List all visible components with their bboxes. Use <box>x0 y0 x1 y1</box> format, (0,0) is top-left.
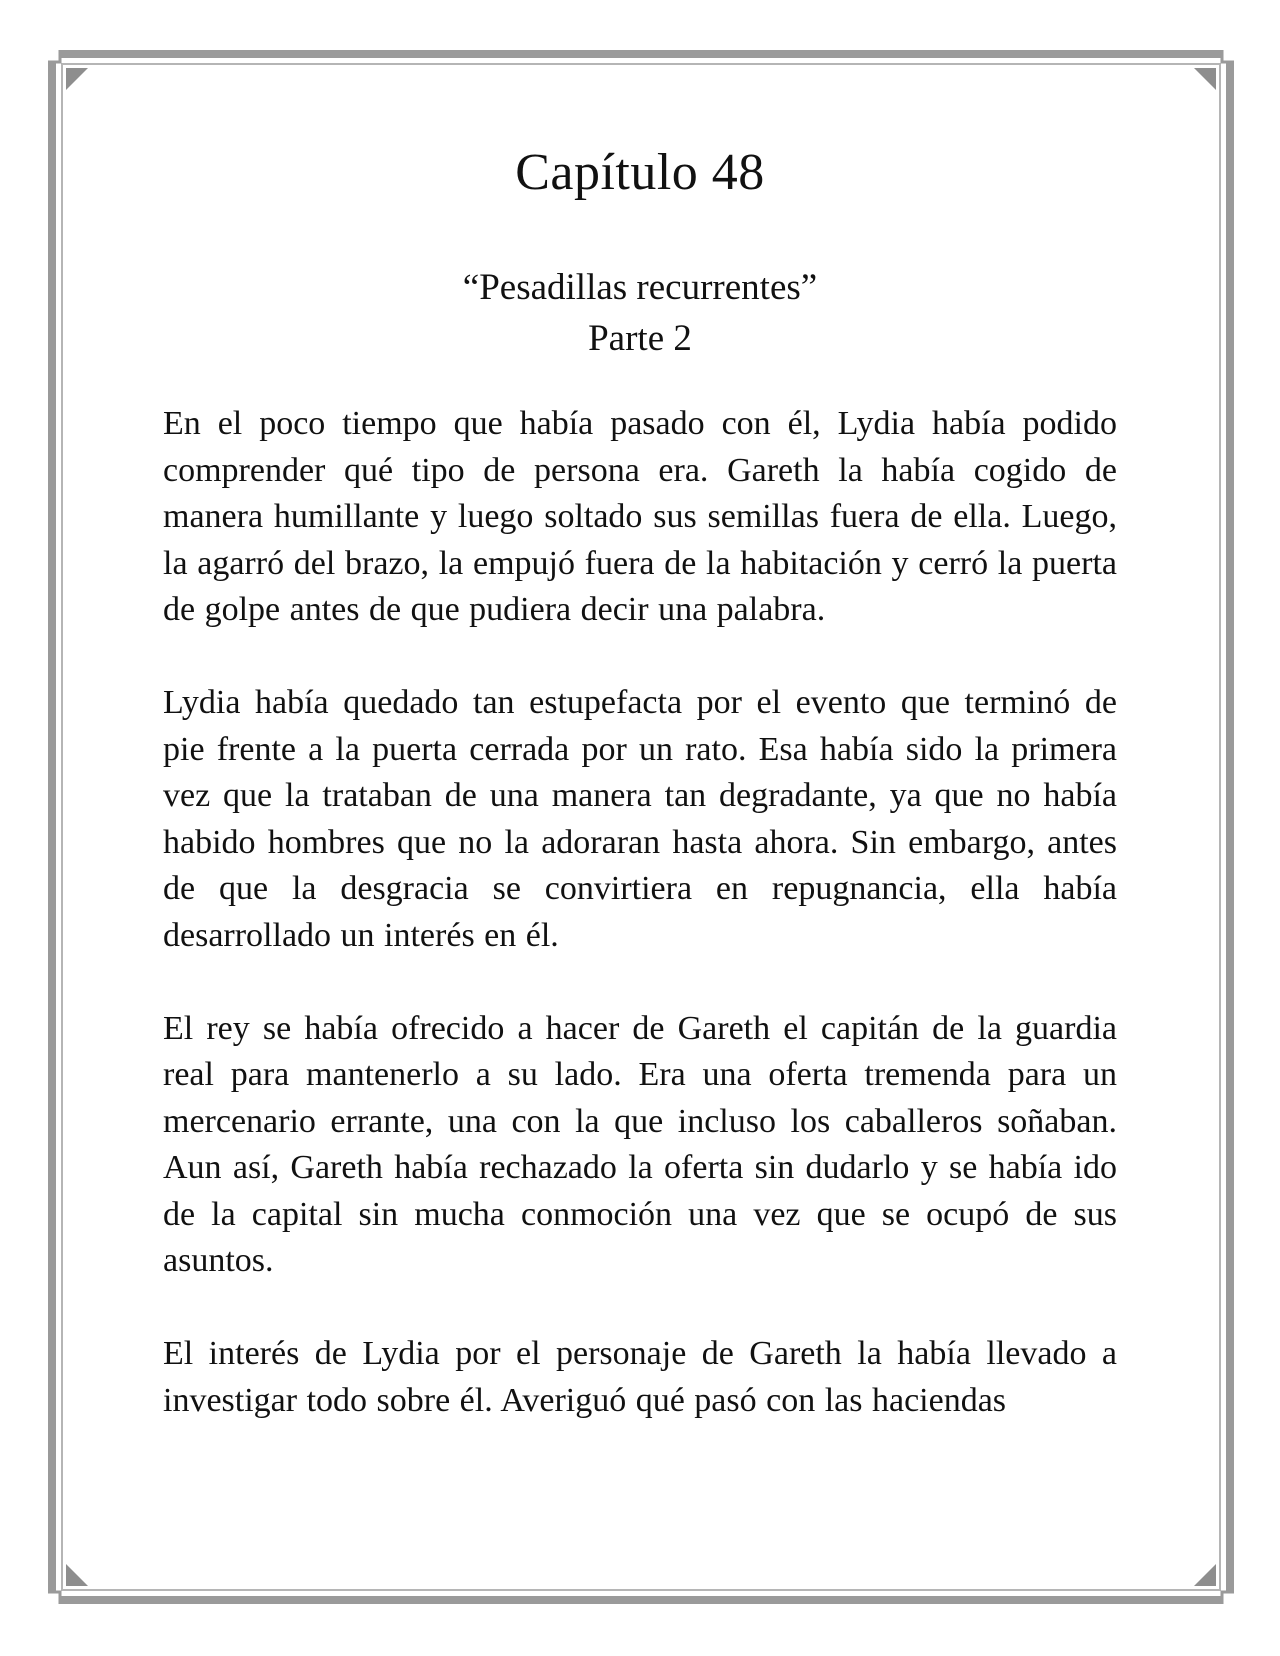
chapter-body <box>163 401 1117 1424</box>
subtitle-line-1: “Pesadillas recurrentes” <box>462 267 818 308</box>
paragraph-2: Lydia había quedado tan estupefacta por el evento que terminó de pie frente a la puerta cerrada por un rato. Esa había sido la primera vez que la trataban de una manera tan degradante, ya que no había habido hombres que no la adoraran hasta ahora. Sin embargo, antes de que la desgracia se convirtiera en repugnancia, ella había desarrollado un interés en él. <box>163 684 1117 954</box>
chapter-page <box>163 140 1117 1471</box>
paragraph-3: El rey se había ofrecido a hacer de Gareth el capitán de la guardia real para mantenerlo a su lado. Era una oferta tremenda para un mercenario errante, una con la que incluso los caballeros soñaban. Aun así, Gareth había rechazado la oferta sin dudarlo y se había ido de la capital sin mucha conmoción una vez que se ocupó de sus asuntos. <box>163 1009 1117 1279</box>
paragraph-4: El interés de Lydia por el personaje de Gareth la había llevado a investigar todo sobre él. Averiguó qué pasó con las haciendas <box>163 1335 1117 1419</box>
subtitle-line-2: Parte 2 <box>588 318 692 359</box>
chapter-subtitle <box>163 262 1117 364</box>
paragraph-1: En el poco tiempo que había pasado con él, Lydia había podido comprender qué tipo de persona era. Gareth la había cogido de manera humillante y luego soltado sus semillas fuera de ella. Luego, la agarró del brazo, la empujó fuera de la habitación y cerró la puerta de golpe antes de que pudiera decir una palabra. <box>163 405 1117 628</box>
chapter-title: Capítulo 48 <box>515 144 765 201</box>
